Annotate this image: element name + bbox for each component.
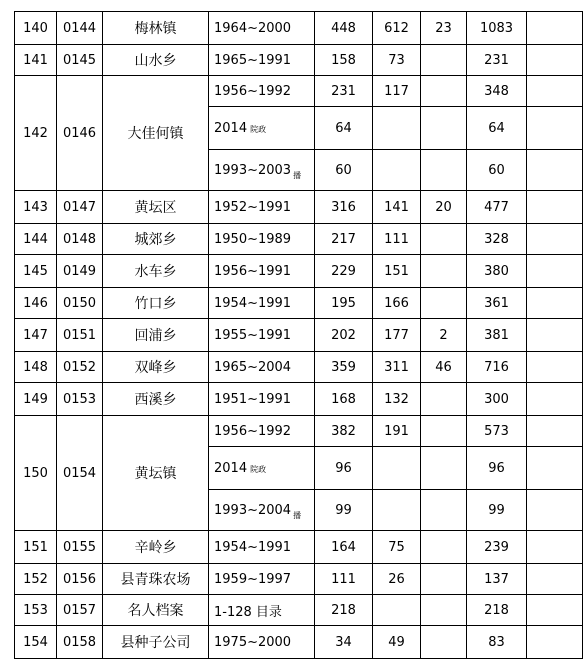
total-cell: 83	[467, 626, 527, 659]
count-cell-3	[421, 595, 467, 626]
period-years: 2014	[214, 120, 248, 136]
count-cell-1: 60	[315, 150, 373, 191]
seq-cell: 143	[15, 191, 57, 224]
period-years: 1952~1991	[214, 199, 292, 215]
remarks-cell	[527, 12, 583, 45]
count-cell-1: 168	[315, 383, 373, 416]
code-cell: 0155	[57, 531, 103, 564]
remarks-cell	[527, 288, 583, 319]
count-cell-3	[421, 150, 467, 191]
period-years: 1975~2000	[214, 634, 292, 650]
period-cell	[209, 224, 315, 255]
total-cell: 60	[467, 150, 527, 191]
count-cell-1: 218	[315, 595, 373, 626]
period-cell	[209, 107, 315, 150]
remarks-cell	[527, 224, 583, 255]
code-cell: 0153	[57, 383, 103, 416]
table-row	[15, 416, 583, 447]
total-cell: 380	[467, 255, 527, 288]
count-cell-2: 151	[373, 255, 421, 288]
total-cell: 1083	[467, 12, 527, 45]
table-row	[15, 564, 583, 595]
remarks-cell	[527, 531, 583, 564]
count-cell-3: 46	[421, 352, 467, 383]
count-cell-2: 73	[373, 45, 421, 76]
count-cell-1: 111	[315, 564, 373, 595]
remarks-cell	[527, 383, 583, 416]
name-cell: 山水乡	[103, 45, 209, 76]
name-cell: 双峰乡	[103, 352, 209, 383]
code-cell: 0150	[57, 288, 103, 319]
count-cell-1: 229	[315, 255, 373, 288]
count-cell-3	[421, 288, 467, 319]
period-cell	[209, 490, 315, 531]
table-row	[15, 12, 583, 45]
count-cell-2: 111	[373, 224, 421, 255]
name-cell: 梅林镇	[103, 12, 209, 45]
period-cell	[209, 447, 315, 490]
name-cell: 回浦乡	[103, 319, 209, 352]
count-cell-2: 311	[373, 352, 421, 383]
period-years: 1965~1991	[214, 52, 292, 68]
count-cell-2	[373, 490, 421, 531]
period-years: 1956~1991	[214, 263, 292, 279]
count-cell-1: 99	[315, 490, 373, 531]
seq-cell: 148	[15, 352, 57, 383]
count-cell-1: 202	[315, 319, 373, 352]
remarks-cell	[527, 255, 583, 288]
count-cell-1: 448	[315, 12, 373, 45]
table-row	[15, 383, 583, 416]
seq-cell: 152	[15, 564, 57, 595]
count-cell-3: 23	[421, 12, 467, 45]
count-cell-2: 177	[373, 319, 421, 352]
period-years: 1950~1989	[214, 231, 292, 247]
code-cell: 0154	[57, 416, 103, 531]
count-cell-1: 34	[315, 626, 373, 659]
remarks-cell	[527, 564, 583, 595]
period-cell	[209, 255, 315, 288]
period-years: 2014	[214, 460, 248, 476]
remarks-cell	[527, 191, 583, 224]
name-cell: 县青珠农场	[103, 564, 209, 595]
archive-table	[14, 11, 583, 659]
name-cell: 大佳何镇	[103, 76, 209, 191]
count-cell-2	[373, 447, 421, 490]
code-cell: 0147	[57, 191, 103, 224]
period-years: 1956~1992	[214, 423, 292, 439]
period-cell	[209, 564, 315, 595]
period-years: 1993~2004	[214, 502, 292, 518]
remarks-cell	[527, 45, 583, 76]
count-cell-2: 26	[373, 564, 421, 595]
period-note: 播	[293, 170, 302, 180]
count-cell-2: 166	[373, 288, 421, 319]
period-cell	[209, 45, 315, 76]
seq-cell: 141	[15, 45, 57, 76]
seq-cell: 140	[15, 12, 57, 45]
table-row	[15, 595, 583, 626]
code-cell: 0144	[57, 12, 103, 45]
name-cell: 水车乡	[103, 255, 209, 288]
remarks-cell	[527, 595, 583, 626]
period-note: 播	[293, 510, 302, 520]
count-cell-2: 132	[373, 383, 421, 416]
period-years: 1956~1992	[214, 83, 292, 99]
seq-cell: 144	[15, 224, 57, 255]
count-cell-3: 20	[421, 191, 467, 224]
count-cell-2: 141	[373, 191, 421, 224]
table-row	[15, 191, 583, 224]
count-cell-2: 191	[373, 416, 421, 447]
count-cell-2: 75	[373, 531, 421, 564]
code-cell: 0149	[57, 255, 103, 288]
name-cell: 城郊乡	[103, 224, 209, 255]
code-cell: 0152	[57, 352, 103, 383]
total-cell: 137	[467, 564, 527, 595]
seq-cell: 142	[15, 76, 57, 191]
period-years: 1951~1991	[214, 391, 292, 407]
count-cell-3: 2	[421, 319, 467, 352]
name-cell: 黄坛区	[103, 191, 209, 224]
total-cell: 64	[467, 107, 527, 150]
remarks-cell	[527, 76, 583, 107]
period-years: 1955~1991	[214, 327, 292, 343]
name-cell: 辛岭乡	[103, 531, 209, 564]
count-cell-3	[421, 490, 467, 531]
period-cell	[209, 626, 315, 659]
count-cell-1: 382	[315, 416, 373, 447]
name-cell: 竹口乡	[103, 288, 209, 319]
count-cell-1: 158	[315, 45, 373, 76]
total-cell: 477	[467, 191, 527, 224]
remarks-cell	[527, 490, 583, 531]
count-cell-3	[421, 107, 467, 150]
period-years: 1954~1991	[214, 539, 292, 555]
code-cell: 0158	[57, 626, 103, 659]
table-row	[15, 224, 583, 255]
name-cell: 黄坛镇	[103, 416, 209, 531]
total-cell: 573	[467, 416, 527, 447]
seq-cell: 154	[15, 626, 57, 659]
period-cell	[209, 319, 315, 352]
count-cell-2: 49	[373, 626, 421, 659]
count-cell-1: 217	[315, 224, 373, 255]
code-cell: 0145	[57, 45, 103, 76]
table-row	[15, 319, 583, 352]
count-cell-3	[421, 383, 467, 416]
total-cell: 239	[467, 531, 527, 564]
total-cell: 381	[467, 319, 527, 352]
remarks-cell	[527, 447, 583, 490]
total-cell: 328	[467, 224, 527, 255]
period-years: 1954~1991	[214, 295, 292, 311]
total-cell: 218	[467, 595, 527, 626]
count-cell-2: 117	[373, 76, 421, 107]
count-cell-1: 64	[315, 107, 373, 150]
seq-cell: 146	[15, 288, 57, 319]
remarks-cell	[527, 107, 583, 150]
count-cell-3	[421, 416, 467, 447]
total-cell: 300	[467, 383, 527, 416]
total-cell: 348	[467, 76, 527, 107]
count-cell-1: 231	[315, 76, 373, 107]
count-cell-2	[373, 150, 421, 191]
name-cell: 名人档案	[103, 595, 209, 626]
period-years: 1964~2000	[214, 20, 292, 36]
count-cell-3	[421, 76, 467, 107]
name-cell: 西溪乡	[103, 383, 209, 416]
table-row	[15, 45, 583, 76]
table-body	[15, 12, 583, 659]
remarks-cell	[527, 319, 583, 352]
period-years: 1993~2003	[214, 162, 292, 178]
period-cell	[209, 531, 315, 564]
total-cell: 716	[467, 352, 527, 383]
count-cell-2	[373, 107, 421, 150]
seq-cell: 149	[15, 383, 57, 416]
remarks-cell	[527, 150, 583, 191]
name-cell: 县种子公司	[103, 626, 209, 659]
count-cell-1: 195	[315, 288, 373, 319]
total-cell: 96	[467, 447, 527, 490]
count-cell-1: 316	[315, 191, 373, 224]
seq-cell: 145	[15, 255, 57, 288]
code-cell: 0156	[57, 564, 103, 595]
table-row	[15, 255, 583, 288]
count-cell-3	[421, 626, 467, 659]
count-cell-1: 164	[315, 531, 373, 564]
total-cell: 99	[467, 490, 527, 531]
code-cell: 0146	[57, 76, 103, 191]
count-cell-2: 612	[373, 12, 421, 45]
count-cell-3	[421, 447, 467, 490]
table-row	[15, 76, 583, 107]
period-cell	[209, 595, 315, 626]
seq-cell: 153	[15, 595, 57, 626]
period-cell	[209, 76, 315, 107]
period-cell	[209, 150, 315, 191]
code-cell: 0151	[57, 319, 103, 352]
period-cell	[209, 288, 315, 319]
period-note: 院政	[250, 464, 267, 474]
remarks-cell	[527, 416, 583, 447]
count-cell-3	[421, 45, 467, 76]
period-cell	[209, 383, 315, 416]
code-cell: 0157	[57, 595, 103, 626]
total-cell: 231	[467, 45, 527, 76]
count-cell-1: 359	[315, 352, 373, 383]
period-cell	[209, 352, 315, 383]
period-note: 院政	[250, 124, 267, 134]
code-cell: 0148	[57, 224, 103, 255]
seq-cell: 151	[15, 531, 57, 564]
table-row	[15, 626, 583, 659]
remarks-cell	[527, 626, 583, 659]
count-cell-3	[421, 224, 467, 255]
total-cell: 361	[467, 288, 527, 319]
table-row	[15, 288, 583, 319]
count-cell-2	[373, 595, 421, 626]
remarks-cell	[527, 352, 583, 383]
count-cell-3	[421, 255, 467, 288]
period-years: 1959~1997	[214, 571, 292, 587]
table-row	[15, 531, 583, 564]
count-cell-3	[421, 564, 467, 595]
count-cell-3	[421, 531, 467, 564]
table-row	[15, 352, 583, 383]
count-cell-1: 96	[315, 447, 373, 490]
period-years: 1-128 目录	[214, 604, 282, 620]
period-cell	[209, 191, 315, 224]
seq-cell: 147	[15, 319, 57, 352]
period-cell	[209, 416, 315, 447]
period-cell	[209, 12, 315, 45]
period-years: 1965~2004	[214, 359, 292, 375]
seq-cell: 150	[15, 416, 57, 531]
